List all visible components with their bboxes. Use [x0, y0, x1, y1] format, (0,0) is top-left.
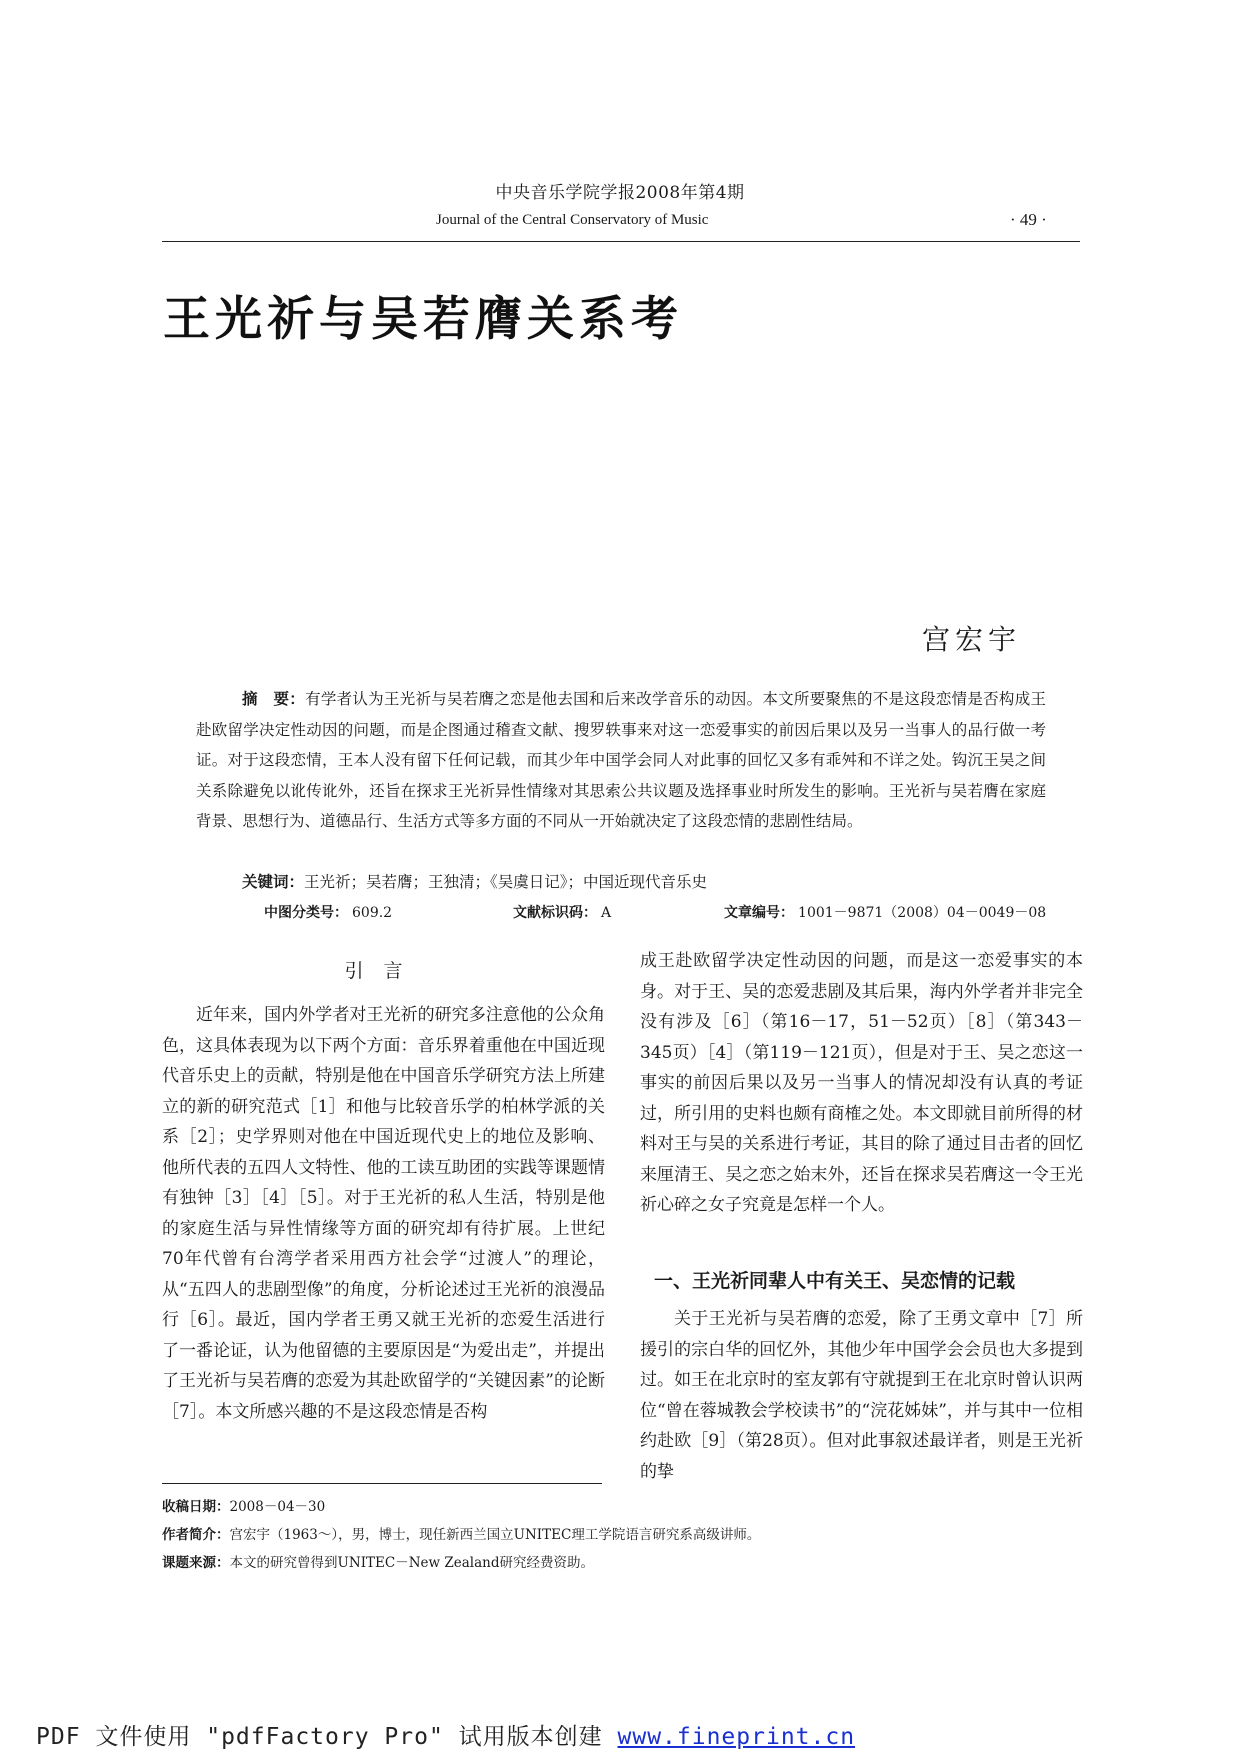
author-bio-value: 宫宏宇（1963～），男，博士，现任新西兰国立UNITEC理工学院语言研究系高级讲师。	[229, 1527, 761, 1543]
watermark-text: PDF 文件使用 "pdfFactory Pro" 试用版本创建	[36, 1724, 618, 1750]
funding-label: 课题来源：	[162, 1555, 230, 1571]
section1-column	[640, 1304, 1083, 1487]
keywords	[242, 870, 707, 892]
clc-label: 中图分类号：	[264, 905, 348, 921]
author-bio-label: 作者简介：	[162, 1527, 230, 1543]
header-rule	[162, 241, 1080, 242]
page-number: · 49 ·	[1010, 210, 1047, 229]
body-column-right	[640, 946, 1083, 1221]
pdf-watermark	[36, 1718, 855, 1751]
funding-value: 本文的研究曾得到UNITEC－New Zealand研究经费资助。	[229, 1555, 594, 1571]
journal-name-en: Journal of the Central Conservatory of Music	[436, 212, 709, 228]
article-no-value: 1001－9871（2008）04－0049－08	[798, 905, 1047, 921]
abstract-label: 摘 要：	[242, 690, 306, 708]
footnote-received	[162, 1495, 325, 1515]
footnote-funding	[162, 1551, 594, 1571]
section1-heading: 一、王光祈同辈人中有关王、吴恋情的记载	[654, 1270, 1016, 1292]
watermark-link[interactable]: www.fineprint.cn	[617, 1724, 856, 1750]
section1-paragraph: 关于王光祈与吴若膺的恋爱，除了王勇文章中［7］所援引的宗白华的回忆外，其他少年中国学会会员也大多提到过。如王在北京时的室友郭有守就提到王在北京时曾认识两位“曾在蓉城教会学校读书”的“浣花姊妹”，并与其中一位相约赴欧［9］（第28页）。但对此事叙述最详者，则是王光祈的挚	[640, 1309, 1083, 1482]
clc-value: 609.2	[352, 905, 393, 921]
article-title: 王光祈与吴若膺关系考	[163, 292, 683, 347]
doc-code-value: A	[601, 905, 612, 921]
keywords-text: 王光祈；吴若膺；王独清；《吴虞日记》；中国近现代音乐史	[304, 873, 708, 891]
journal-name-cn: 中央音乐学院学报2008年第4期	[495, 183, 745, 203]
footnote-author	[162, 1523, 760, 1543]
abstract	[196, 684, 1046, 837]
intro-paragraph-right: 成王赴欧留学决定性动因的问题，而是这一恋爱事实的本身。对于王、吴的恋爱悲剧及其后果，海内外学者并非完全没有涉及［6］（第16－17，51－52页）［8］（第343－345页）［4］（第119－121页），但是对于王、吴之恋这一事实的前因后果以及另一当事人的情况却没有认真的考证过，所引用的史料也颇有商榷之处。本文即就目前所得的材料对王与吴的关系进行考证，其目的除了通过目击者的回忆来厘清王、吴之恋之始末外，还旨在探求吴若膺这一令王光祈心碎之女子究竟是怎样一个人。	[640, 951, 1083, 1215]
abstract-text: 有学者认为王光祈与吴若膺之恋是他去国和后来改学音乐的动因。本文所要聚焦的不是这段恋情是否构成王赴欧留学决定性动因的问题，而是企图通过稽查文献、搜罗轶事来对这一恋爱事实的前因后果以及另一当事人的品行做一考证。对于这段恋情，王本人没有留下任何记载，而其少年中国学会同人对此事的回忆又多有乖舛和不详之处。钩沉王吴之间关系除避免以讹传讹外，还旨在探求王光祈异性情缘对其思索公共议题及选择事业时所发生的影响。王光祈与吴若膺在家庭背景、思想行为、道德品行、生活方式等多方面的不同从一开始就决定了这段恋情的悲剧性结局。	[196, 690, 1046, 830]
keywords-label: 关键词：	[242, 873, 305, 891]
doc-code-label: 文献标识码：	[513, 905, 597, 921]
article-no-label: 文章编号：	[724, 905, 795, 921]
classification-row	[264, 902, 1050, 922]
received-value: 2008－04－30	[229, 1499, 326, 1515]
intro-paragraph-left: 近年来，国内外学者对王光祈的研究多注意他的公众角色，这具体表现为以下两个方面：音乐界着重他在中国近现代音乐史上的贡献，特别是他在中国音乐学研究方法上所建立的新的研究范式［1］和他与比较音乐学的柏林学派的关系［2］；史学界则对他在中国近现代史上的地位及影响、他所代表的五四人文特性、他的工读互助团的实践等课题情有独钟［3］［4］［5］。对于王光祈的私人生活，特别是他的家庭生活与异性情缘等方面的研究却有待扩展。上世纪70年代曾有台湾学者采用西方社会学“过渡人”的理论，从“五四人的悲剧型像”的角度，分析论述过王光祈的浪漫品行［6］。最近，国内学者王勇又就王光祈的恋爱生活进行了一番论证，认为他留德的主要原因是“为爱出走”，并提出了王光祈与吴若膺的恋爱为其赴欧留学的“关键因素”的论断［7］。本文所感兴趣的不是这段恋情是否构	[162, 1005, 605, 1422]
article-author: 宫宏宇	[922, 623, 1022, 656]
intro-heading: 引言	[344, 960, 423, 982]
body-column-left	[162, 1000, 605, 1427]
footnote-rule	[162, 1483, 602, 1484]
received-label: 收稿日期：	[162, 1499, 230, 1515]
